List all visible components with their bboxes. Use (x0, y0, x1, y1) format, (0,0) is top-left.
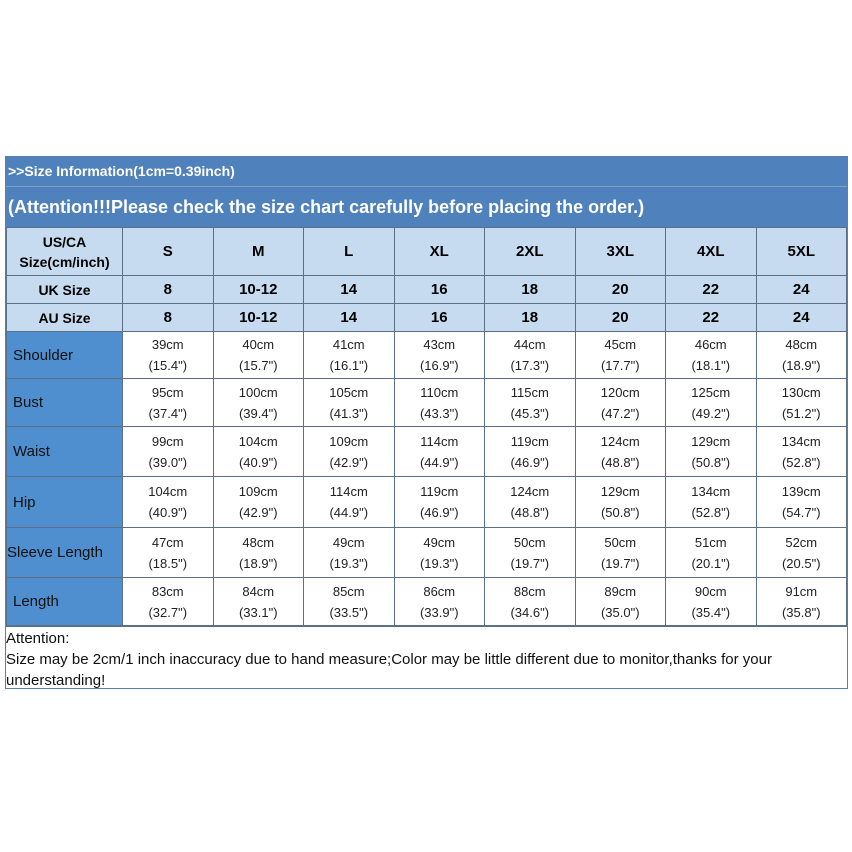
measurement-cell (394, 528, 485, 578)
measurement-cm: 41cm (332, 337, 365, 352)
measurement-cell (394, 332, 485, 379)
measurement-cell (213, 528, 304, 578)
measurement-row (7, 528, 847, 578)
measurement-inch: (54.7") (781, 505, 821, 520)
size-cell: L (304, 228, 395, 276)
measurement-inch: (51.2") (781, 405, 821, 421)
size-cell: 16 (394, 276, 485, 304)
size-cell: XL (394, 228, 485, 276)
measurement-cell (123, 332, 214, 379)
measurement-cm: 45cm (604, 337, 637, 352)
measurement-cm: 129cm (600, 484, 640, 499)
measurement-cell (756, 332, 847, 379)
measurement-cm: 134cm (781, 433, 821, 449)
attention-note-title: Attention: (6, 630, 70, 647)
size-cell: 20 (575, 276, 666, 304)
measurement-cell (575, 477, 666, 528)
measurement-cm: 110cm (420, 384, 459, 400)
measurement-inch: (50.8") (600, 505, 640, 520)
measurement-inch: (34.6") (510, 604, 550, 620)
measurement-row (7, 379, 847, 427)
size-cell: 18 (485, 304, 576, 332)
measurement-cm: 119cm (420, 484, 459, 499)
size-cell: 10-12 (213, 276, 304, 304)
measurement-cm: 104cm (238, 433, 278, 449)
measurement-cell (123, 427, 214, 477)
attention-note-text: Size may be 2cm/1 inch inaccuracy due to hand measure;Color may be little different due to monitor,thanks for your understanding! (6, 651, 772, 689)
measurement-inch: (32.7") (148, 604, 188, 620)
measurement-cell (485, 477, 576, 528)
measurement-cell (123, 477, 214, 528)
measurement-inch: (52.8") (691, 505, 731, 520)
measurement-cm: 85cm (332, 583, 365, 599)
size-row-label: AU Size (7, 304, 123, 332)
size-table (6, 227, 847, 626)
measurement-inch: (18.1") (691, 358, 731, 373)
measurement-cm: 115cm (510, 384, 549, 400)
measurement-cm: 119cm (510, 433, 549, 449)
measurement-cell (304, 332, 395, 379)
measurement-inch: (48.8") (510, 505, 550, 520)
measurement-cell (485, 379, 576, 427)
measurement-cm: 84cm (242, 583, 275, 599)
measurement-inch: (20.5") (781, 555, 821, 571)
measurement-cm: 90cm (694, 583, 727, 599)
measurement-inch: (42.9") (329, 454, 369, 470)
size-cell: 22 (666, 276, 757, 304)
measurement-cm: 89cm (604, 583, 637, 599)
measurement-cm: 49cm (423, 534, 456, 550)
size-cell: M (213, 228, 304, 276)
measurement-cm: 105cm (329, 384, 369, 400)
measurement-cm: 99cm (151, 433, 184, 449)
measurement-cm: 50cm (604, 534, 637, 550)
measurement-cell (575, 332, 666, 379)
measurement-cm: 50cm (513, 534, 546, 550)
measurement-cm: 49cm (332, 534, 365, 550)
size-cell: 24 (756, 276, 847, 304)
measurement-cm: 91cm (785, 583, 818, 599)
measurement-cm: 48cm (785, 337, 818, 352)
measurement-inch: (49.2") (691, 405, 731, 421)
measurement-inch: (40.9") (238, 454, 278, 470)
size-cell: 24 (756, 304, 847, 332)
measurement-inch: (18.5") (148, 555, 188, 571)
measurement-cell (575, 427, 666, 477)
measurement-cell (575, 379, 666, 427)
measurement-cell (213, 427, 304, 477)
size-row-label: UK Size (7, 276, 123, 304)
measurement-inch: (35.8") (781, 604, 821, 620)
measurement-inch: (41.3") (329, 405, 369, 421)
size-cell: 5XL (756, 228, 847, 276)
measurement-inch: (46.9") (419, 505, 459, 520)
measurement-cell (485, 427, 576, 477)
attention-heading: (Attention!!!Please check the size chart carefully before placing the order.) (6, 186, 847, 227)
measurement-cell (394, 379, 485, 427)
measurement-cm: 124cm (600, 433, 640, 449)
measurement-cell (666, 528, 757, 578)
size-cell: 8 (123, 276, 214, 304)
measurement-cell (756, 578, 847, 626)
measurement-cm: 47cm (151, 534, 184, 550)
measurement-cm: 125cm (691, 384, 731, 400)
measurement-cm: 114cm (329, 484, 368, 499)
measurement-cell (666, 477, 757, 528)
measurement-cell (485, 332, 576, 379)
measurement-cm: 104cm (148, 484, 188, 499)
measurement-inch: (35.4") (691, 604, 731, 620)
measurement-cell (213, 578, 304, 626)
size-cell: 10-12 (213, 304, 304, 332)
measurement-label: Waist (7, 427, 123, 477)
measurement-cm: 120cm (600, 384, 640, 400)
measurement-cell (213, 379, 304, 427)
measurement-cm: 86cm (423, 583, 456, 599)
measurement-cm: 40cm (242, 337, 275, 352)
measurement-cell (756, 427, 847, 477)
measurement-cell (304, 427, 395, 477)
measurement-inch: (16.9") (419, 358, 459, 373)
measurement-inch: (18.9") (238, 555, 278, 571)
measurement-cell (756, 477, 847, 528)
measurement-cm: 88cm (513, 583, 546, 599)
measurement-inch: (15.7") (238, 358, 278, 373)
measurement-cell (756, 379, 847, 427)
measurement-label: Bust (7, 379, 123, 427)
measurement-cell (485, 528, 576, 578)
measurement-inch: (40.9") (148, 505, 188, 520)
measurement-cell (304, 528, 395, 578)
measurement-inch: (39.4") (238, 405, 278, 421)
measurement-cell (575, 578, 666, 626)
measurement-cm: 109cm (238, 484, 278, 499)
measurement-cm: 124cm (510, 484, 550, 499)
size-cell: 4XL (666, 228, 757, 276)
measurement-cell (304, 379, 395, 427)
measurement-inch: (37.4") (148, 405, 188, 421)
measurement-cell (485, 578, 576, 626)
measurement-cm: 52cm (785, 534, 818, 550)
measurement-cm: 100cm (238, 384, 278, 400)
measurement-inch: (16.1") (329, 358, 369, 373)
measurement-cell (666, 427, 757, 477)
measurement-cm: 139cm (781, 484, 821, 499)
measurement-cell (304, 477, 395, 528)
measurement-cm: 109cm (329, 433, 369, 449)
measurement-inch: (44.9") (419, 454, 459, 470)
size-cell: 8 (123, 304, 214, 332)
measurement-cm: 129cm (691, 433, 731, 449)
measurement-inch: (46.9") (510, 454, 550, 470)
measurement-cell (213, 332, 304, 379)
size-row (7, 228, 847, 276)
measurement-cell (123, 578, 214, 626)
measurement-inch: (45.3") (510, 405, 550, 421)
measurement-inch: (19.7") (600, 555, 640, 571)
measurement-inch: (50.8") (691, 454, 731, 470)
measurement-inch: (33.9") (419, 604, 459, 620)
measurement-cell (666, 332, 757, 379)
measurement-inch: (15.4") (148, 358, 188, 373)
size-row (7, 276, 847, 304)
size-cell: 16 (394, 304, 485, 332)
measurement-inch: (19.7") (510, 555, 550, 571)
measurement-cm: 43cm (423, 337, 456, 352)
measurement-row (7, 427, 847, 477)
measurement-cm: 46cm (694, 337, 727, 352)
measurement-inch: (18.9") (781, 358, 821, 373)
measurement-cm: 51cm (694, 534, 727, 550)
size-cell: 3XL (575, 228, 666, 276)
measurement-cell (394, 578, 485, 626)
measurement-cm: 134cm (691, 484, 731, 499)
size-cell: 20 (575, 304, 666, 332)
size-info-heading: >>Size Information(1cm=0.39inch) (6, 157, 847, 186)
measurement-inch: (20.1") (691, 555, 731, 571)
attention-note (6, 626, 847, 688)
measurement-inch: (33.5") (329, 604, 369, 620)
measurement-label: Shoulder (7, 332, 123, 379)
size-cell: 18 (485, 276, 576, 304)
measurement-inch: (19.3") (419, 555, 459, 571)
measurement-cell (394, 477, 485, 528)
size-cell: 14 (304, 304, 395, 332)
size-row-label: US/CA Size(cm/inch) (7, 228, 123, 276)
measurement-inch: (19.3") (329, 555, 369, 571)
measurement-inch: (35.0") (600, 604, 640, 620)
measurement-inch: (44.9") (329, 505, 369, 520)
measurement-row (7, 578, 847, 626)
size-cell: 2XL (485, 228, 576, 276)
measurement-cell (575, 528, 666, 578)
measurement-inch: (39.0") (148, 454, 188, 470)
measurement-cell (213, 477, 304, 528)
measurement-label: Length (7, 578, 123, 626)
measurement-cm: 114cm (420, 433, 459, 449)
measurement-inch: (17.3") (510, 358, 550, 373)
measurement-cell (123, 379, 214, 427)
measurement-cell (666, 379, 757, 427)
size-cell: S (123, 228, 214, 276)
measurement-cell (123, 528, 214, 578)
measurement-label: Sleeve Length (7, 528, 123, 578)
measurement-label: Hip (7, 477, 123, 528)
measurement-cm: 130cm (781, 384, 821, 400)
measurement-inch: (17.7") (600, 358, 640, 373)
measurement-cell (394, 427, 485, 477)
measurement-inch: (43.3") (419, 405, 459, 421)
size-cell: 14 (304, 276, 395, 304)
measurement-row (7, 332, 847, 379)
measurement-inch: (47.2") (600, 405, 640, 421)
measurement-cm: 39cm (151, 337, 184, 352)
measurement-cm: 95cm (151, 384, 184, 400)
size-row (7, 304, 847, 332)
measurement-cm: 83cm (151, 583, 184, 599)
size-chart (5, 156, 848, 689)
measurement-cell (304, 578, 395, 626)
measurement-cell (756, 528, 847, 578)
measurement-row (7, 477, 847, 528)
size-cell: 22 (666, 304, 757, 332)
measurement-inch: (42.9") (238, 505, 278, 520)
measurement-cm: 44cm (513, 337, 546, 352)
measurement-inch: (52.8") (781, 454, 821, 470)
measurement-inch: (48.8") (600, 454, 640, 470)
measurement-cell (666, 578, 757, 626)
measurement-inch: (33.1") (238, 604, 278, 620)
measurement-cm: 48cm (242, 534, 275, 550)
